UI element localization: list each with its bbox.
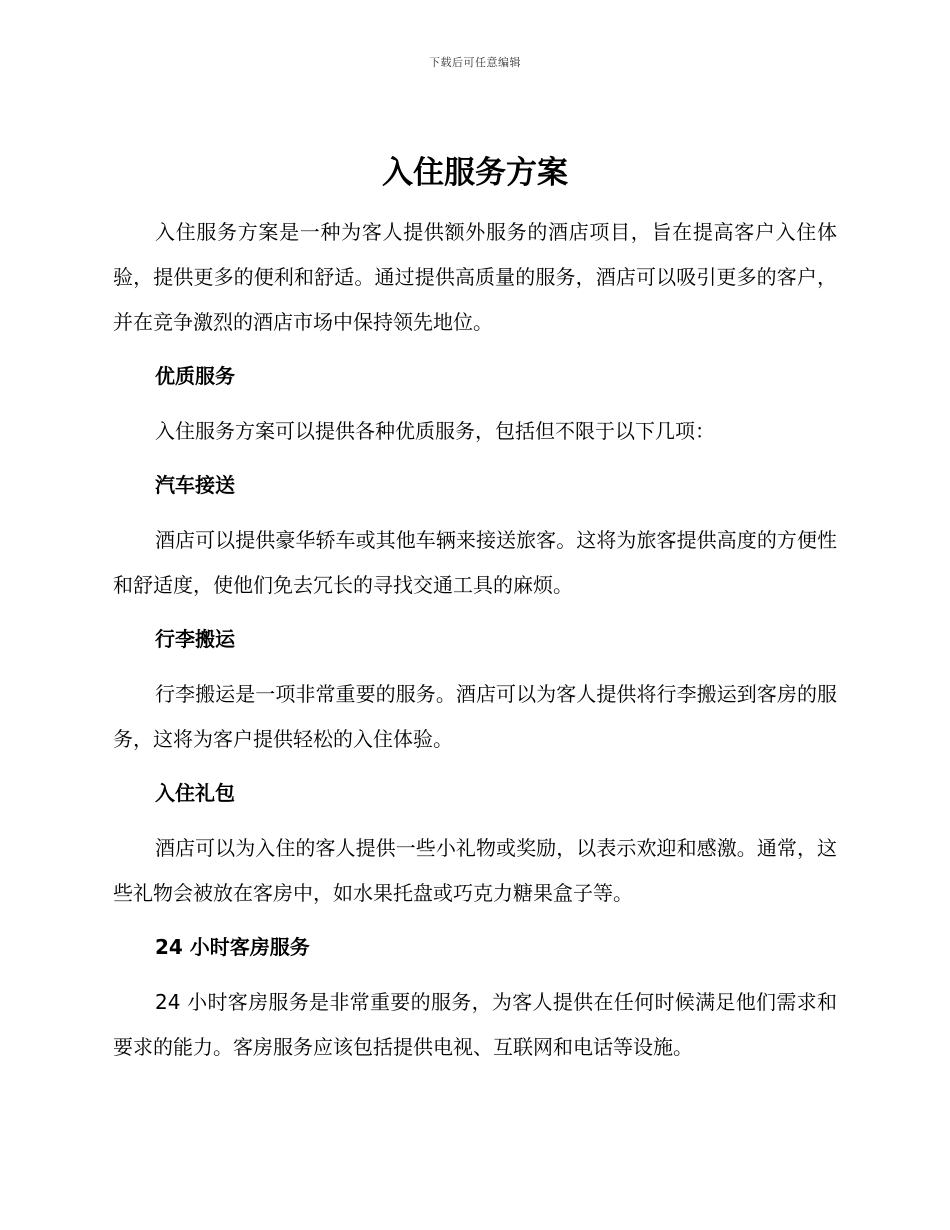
section-car-transfer <box>113 463 837 608</box>
section-paragraph: 24 小时客房服务是非常重要的服务，为客人提供在任何时候满足他们需求和要求的能力。客房服务应该包括提供电视、互联网和电话等设施。 <box>113 990 837 1059</box>
section-paragraph: 行李搬运是一项非常重要的服务。酒店可以为客人提供将行李搬运到客房的服务，这将为客户提供轻松的入住体验。 <box>113 682 837 751</box>
section-paragraph: 入住服务方案可以提供各种优质服务，包括但不限于以下几项： <box>155 419 715 443</box>
section-welcome-gift <box>113 771 837 916</box>
page-header: 下载后可任意编辑 <box>429 56 521 69</box>
document-title: 入住服务方案 <box>382 155 568 191</box>
intro-paragraph: 入住服务方案是一种为客人提供额外服务的酒店项目，旨在提高客户入住体验，提供更多的便利和舒适。通过提供高质量的服务，酒店可以吸引更多的客户，并在竞争激烈的酒店市场中保持领先地位。 <box>113 220 837 334</box>
section-heading: 汽车接送 <box>155 473 235 497</box>
section-room-service <box>113 925 837 1070</box>
section-heading: 24 小时客房服务 <box>155 935 310 959</box>
section-heading: 行李搬运 <box>155 627 235 651</box>
section-luggage-handling <box>113 617 837 762</box>
section-paragraph: 酒店可以为入住的客人提供一些小礼物或奖励，以表示欢迎和感激。通常，这些礼物会被放在客房中，如水果托盘或巧克力糖果盒子等。 <box>113 836 837 905</box>
section-quality-service <box>113 354 837 454</box>
section-heading: 优质服务 <box>155 364 235 388</box>
section-heading: 入住礼包 <box>155 781 235 805</box>
document-body <box>113 150 837 1070</box>
section-paragraph: 酒店可以提供豪华轿车或其他车辆来接送旅客。这将为旅客提供高度的方便性和舒适度，使他们免去冗长的寻找交通工具的麻烦。 <box>113 528 837 597</box>
